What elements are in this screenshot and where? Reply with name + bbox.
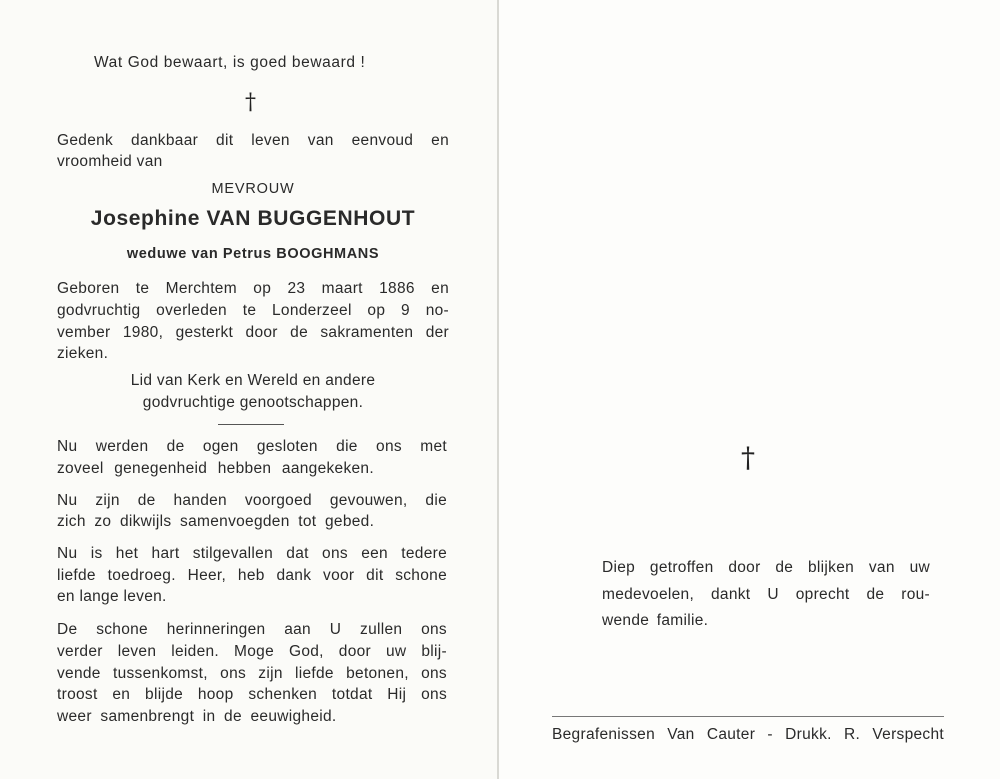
birth-line-4: zieken. (57, 345, 109, 362)
para1-line-1: Nu werden de ogen gesloten die ons met (57, 438, 447, 455)
member-line-1: Lid van Kerk en Wereld en andere (130, 372, 376, 389)
para4-line-5: weer samenbrengt in de eeuwigheid. (57, 708, 337, 725)
birth-line-1: Geboren te Merchtem op 23 maart 1886 en (57, 280, 449, 297)
thanks-line-2: medevoelen, dankt U oprecht de rou- (602, 586, 930, 603)
thanks-line-3: wende familie. (602, 612, 709, 629)
para1-line-2: zoveel genegenheid hebben aangekeken. (57, 460, 374, 477)
printer-rule (552, 716, 944, 717)
intro-line-2: vroomheid van (57, 153, 163, 170)
cross-icon: † (245, 90, 256, 115)
para3-line-1: Nu is het hart stilgevallen dat ons een tedere (57, 545, 447, 562)
para2-line-2: zich zo dikwijls samenvoegden tot gebed. (57, 513, 375, 530)
birth-line-3: vember 1980, gesterkt door de sakramenten der (57, 324, 449, 341)
honorific: MEVROUW (211, 181, 295, 197)
para2-line-1: Nu zijn de handen voorgoed gevouwen, die (57, 492, 447, 509)
divider (218, 424, 284, 425)
cross-icon-right: † (741, 441, 755, 474)
birth-line-2: godvruchtig overleden te Londerzeel op 9 no- (57, 302, 449, 319)
member-line-2: godvruchtige genootschappen. (142, 394, 364, 411)
intro-line-1: Gedenk dankbaar dit leven van eenvoud en (57, 132, 449, 149)
para4-line-1: De schone herinneringen aan U zullen ons (57, 621, 447, 638)
printer-credit: Begrafenissen Van Cauter - Drukk. R. Verspecht (552, 726, 944, 743)
para4-line-3: vende tussenkomst, ons zijn liefde betonen, ons (57, 665, 447, 682)
thanks-line-1: Diep getroffen door de blijken van uw (602, 559, 930, 576)
para3-line-3: en lange leven. (57, 588, 167, 605)
spouse-line: weduwe van Petrus BOOGHMANS (126, 246, 380, 262)
para3-line-2: liefde toedroeg. Heer, heb dank voor dit schone (57, 567, 447, 584)
motto: Wat God bewaart, is goed bewaard ! (94, 54, 366, 71)
left-page (0, 0, 497, 779)
para4-line-4: troost en blijde hoop schenken totdat Hij ons (57, 686, 447, 703)
para4-line-2: verder leven leiden. Moge God, door uw blij- (57, 643, 447, 660)
right-page (499, 0, 1000, 779)
deceased-name: Josephine VAN BUGGENHOUT (90, 207, 416, 230)
